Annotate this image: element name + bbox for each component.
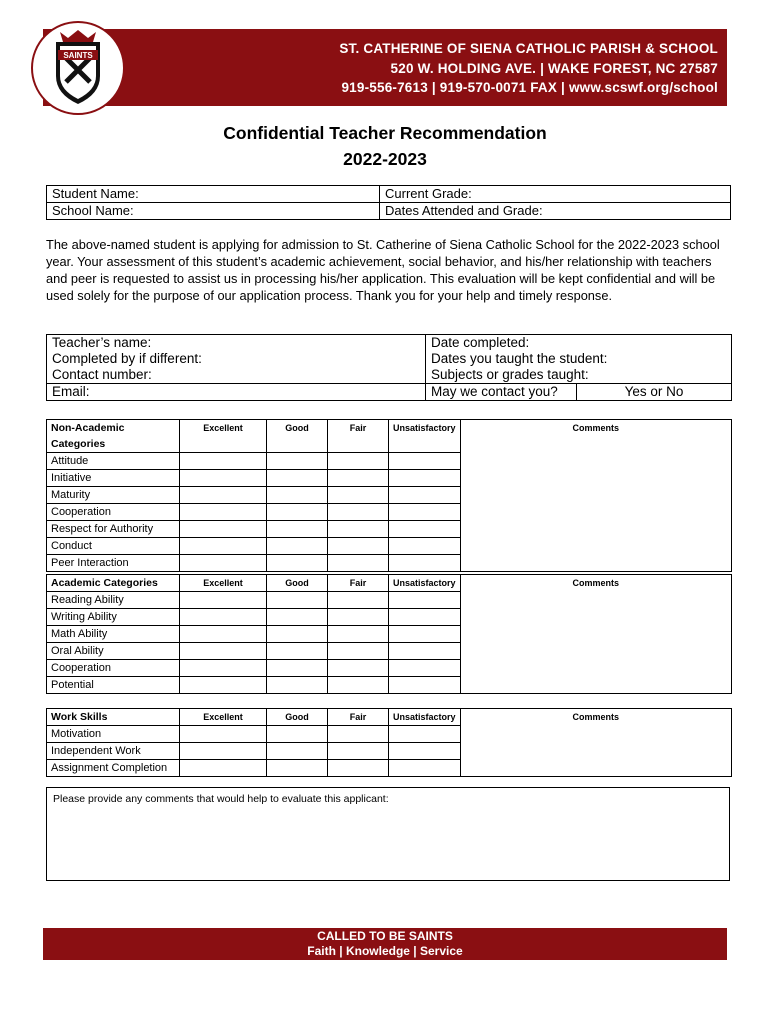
academic-title: Academic Categories bbox=[47, 575, 180, 592]
rating-fair-header: Fair bbox=[328, 575, 389, 592]
non-academic-title: Non-Academic Categories bbox=[47, 420, 180, 453]
rating-cell[interactable] bbox=[267, 453, 328, 470]
rating-cell[interactable] bbox=[328, 453, 389, 470]
rating-cell[interactable] bbox=[267, 555, 328, 572]
rating-cell[interactable] bbox=[389, 609, 461, 626]
rating-cell[interactable] bbox=[328, 521, 389, 538]
item-label: Respect for Authority bbox=[47, 521, 180, 538]
page-year: 2022-2023 bbox=[343, 149, 427, 169]
rating-cell[interactable] bbox=[328, 609, 389, 626]
rating-cell[interactable] bbox=[328, 538, 389, 555]
rating-cell[interactable] bbox=[328, 743, 389, 760]
rating-cell[interactable] bbox=[328, 504, 389, 521]
rating-good-header: Good bbox=[267, 709, 328, 726]
rating-cell[interactable] bbox=[180, 677, 267, 694]
completed-by-field[interactable]: Completed by if different: bbox=[47, 351, 426, 367]
rating-cell[interactable] bbox=[267, 504, 328, 521]
contact-number-field[interactable]: Contact number: bbox=[47, 367, 426, 384]
may-contact-label: May we contact you? bbox=[426, 384, 577, 401]
student-name-field[interactable]: Student Name: bbox=[47, 186, 380, 203]
rating-cell[interactable] bbox=[267, 660, 328, 677]
rating-cell[interactable] bbox=[180, 643, 267, 660]
header-contact bbox=[339, 39, 718, 98]
rating-cell[interactable] bbox=[267, 643, 328, 660]
rating-cell[interactable] bbox=[180, 626, 267, 643]
header-address: 520 W. HOLDING AVE. | WAKE FOREST, NC 27587 bbox=[390, 60, 718, 76]
rating-excellent-header: Excellent bbox=[180, 575, 267, 592]
footer-banner bbox=[43, 928, 727, 960]
rating-cell[interactable] bbox=[389, 470, 461, 487]
rating-cell[interactable] bbox=[389, 504, 461, 521]
rating-cell[interactable] bbox=[328, 592, 389, 609]
rating-cell[interactable] bbox=[267, 626, 328, 643]
rating-cell[interactable] bbox=[267, 538, 328, 555]
rating-cell[interactable] bbox=[180, 538, 267, 555]
footer-values: Faith | Knowledge | Service bbox=[307, 944, 463, 958]
work-skills-title: Work Skills bbox=[47, 709, 180, 726]
rating-cell[interactable] bbox=[267, 592, 328, 609]
rating-cell[interactable] bbox=[180, 609, 267, 626]
rating-cell[interactable] bbox=[389, 592, 461, 609]
rating-cell[interactable] bbox=[328, 660, 389, 677]
comments-header[interactable]: Comments bbox=[460, 575, 731, 694]
comments-header[interactable]: Comments bbox=[460, 709, 731, 777]
item-label: Writing Ability bbox=[47, 609, 180, 626]
intro-paragraph: The above-named student is applying for admission to St. Catherine of Siena Catholic School for the 2022-2023 school year. Your assessment of this student’s academic achievement, social behavior, and his/her relationship with teachers and peer is requested to assist us in processing his/her application. This evaluation will be kept confidential and will be used solely for the purpose of our application process. Thank you for your help and timely response. bbox=[46, 237, 720, 303]
non-academic-table bbox=[46, 419, 732, 572]
rating-cell[interactable] bbox=[389, 521, 461, 538]
rating-cell[interactable] bbox=[180, 470, 267, 487]
rating-cell[interactable] bbox=[180, 660, 267, 677]
rating-cell[interactable] bbox=[267, 726, 328, 743]
teacher-name-field[interactable]: Teacher’s name: bbox=[47, 335, 426, 352]
item-label: Cooperation bbox=[47, 504, 180, 521]
rating-unsatisfactory-header: Unsatisfactory bbox=[389, 709, 461, 726]
rating-cell[interactable] bbox=[389, 453, 461, 470]
rating-cell[interactable] bbox=[180, 743, 267, 760]
rating-cell[interactable] bbox=[328, 487, 389, 504]
item-label: Potential bbox=[47, 677, 180, 694]
rating-cell[interactable] bbox=[389, 677, 461, 694]
subjects-field[interactable]: Subjects or grades taught: bbox=[426, 367, 732, 384]
rating-cell[interactable] bbox=[267, 677, 328, 694]
rating-excellent-header: Excellent bbox=[180, 420, 267, 453]
rating-cell[interactable] bbox=[267, 760, 328, 777]
rating-cell[interactable] bbox=[267, 521, 328, 538]
rating-cell[interactable] bbox=[328, 677, 389, 694]
date-completed-field[interactable]: Date completed: bbox=[431, 335, 530, 350]
school-logo bbox=[30, 20, 126, 116]
rating-cell[interactable] bbox=[389, 743, 461, 760]
current-grade-field[interactable]: Current Grade: bbox=[380, 186, 731, 203]
rating-fair-header: Fair bbox=[328, 709, 389, 726]
rating-cell[interactable] bbox=[389, 626, 461, 643]
rating-cell[interactable] bbox=[180, 487, 267, 504]
item-label: Assignment Completion bbox=[47, 760, 180, 777]
rating-cell[interactable] bbox=[328, 626, 389, 643]
work-skills-table bbox=[46, 708, 732, 777]
item-label: Reading Ability bbox=[47, 592, 180, 609]
rating-cell[interactable] bbox=[328, 726, 389, 743]
dates-attended-field[interactable]: Dates Attended and Grade: bbox=[380, 203, 731, 220]
rating-cell[interactable] bbox=[328, 470, 389, 487]
header-school-name: ST. CATHERINE OF SIENA CATHOLIC PARISH & SCHOOL bbox=[339, 41, 718, 56]
item-label: Initiative bbox=[47, 470, 180, 487]
rating-cell[interactable] bbox=[328, 555, 389, 572]
yes-no-field[interactable]: Yes or No bbox=[624, 384, 684, 399]
item-label: Independent Work bbox=[47, 743, 180, 760]
item-label: Cooperation bbox=[47, 660, 180, 677]
rating-cell[interactable] bbox=[389, 538, 461, 555]
rating-cell[interactable] bbox=[267, 743, 328, 760]
rating-cell[interactable] bbox=[328, 643, 389, 660]
rating-excellent-header: Excellent bbox=[180, 709, 267, 726]
rating-cell[interactable] bbox=[389, 726, 461, 743]
item-label: Conduct bbox=[47, 538, 180, 555]
rating-cell[interactable] bbox=[180, 521, 267, 538]
rating-cell[interactable] bbox=[180, 592, 267, 609]
rating-cell[interactable] bbox=[267, 487, 328, 504]
rating-cell[interactable] bbox=[180, 726, 267, 743]
school-name-field[interactable]: School Name: bbox=[47, 203, 380, 220]
rating-cell[interactable] bbox=[267, 470, 328, 487]
logo-text: SAINTS bbox=[63, 51, 93, 60]
item-label: Peer Interaction bbox=[47, 555, 180, 572]
page-title: Confidential Teacher Recommendation bbox=[223, 123, 547, 143]
rating-cell[interactable] bbox=[328, 760, 389, 777]
comments-prompt: Please provide any comments that would help to evaluate this applicant: bbox=[53, 793, 389, 805]
rating-cell[interactable] bbox=[180, 453, 267, 470]
comments-textbox[interactable] bbox=[46, 787, 730, 881]
rating-good-header: Good bbox=[267, 575, 328, 592]
item-label: Motivation bbox=[47, 726, 180, 743]
header-phone: 919-556-7613 | 919-570-0071 FAX | www.scswf.org/school bbox=[341, 80, 718, 95]
rating-unsatisfactory-header: Unsatisfactory bbox=[389, 420, 461, 453]
email-field[interactable]: Email: bbox=[47, 384, 426, 401]
rating-cell[interactable] bbox=[267, 609, 328, 626]
footer-motto: CALLED TO BE SAINTS bbox=[317, 929, 453, 943]
rating-cell[interactable] bbox=[180, 504, 267, 521]
item-label: Attitude bbox=[47, 453, 180, 470]
rating-cell[interactable] bbox=[389, 760, 461, 777]
rating-unsatisfactory-header: Unsatisfactory bbox=[389, 575, 461, 592]
item-label: Oral Ability bbox=[47, 643, 180, 660]
rating-fair-header: Fair bbox=[328, 420, 389, 453]
comments-header[interactable]: Comments bbox=[460, 420, 731, 572]
rating-cell[interactable] bbox=[180, 760, 267, 777]
academic-table bbox=[46, 574, 732, 694]
rating-cell[interactable] bbox=[180, 555, 267, 572]
rating-cell[interactable] bbox=[389, 660, 461, 677]
dates-taught-field[interactable]: Dates you taught the student: bbox=[431, 351, 608, 366]
student-info-table bbox=[46, 185, 731, 220]
rating-cell[interactable] bbox=[389, 555, 461, 572]
rating-cell[interactable] bbox=[389, 487, 461, 504]
rating-good-header: Good bbox=[267, 420, 328, 453]
rating-cell[interactable] bbox=[389, 643, 461, 660]
teacher-info-table bbox=[46, 334, 732, 401]
item-label: Math Ability bbox=[47, 626, 180, 643]
item-label: Maturity bbox=[47, 487, 180, 504]
